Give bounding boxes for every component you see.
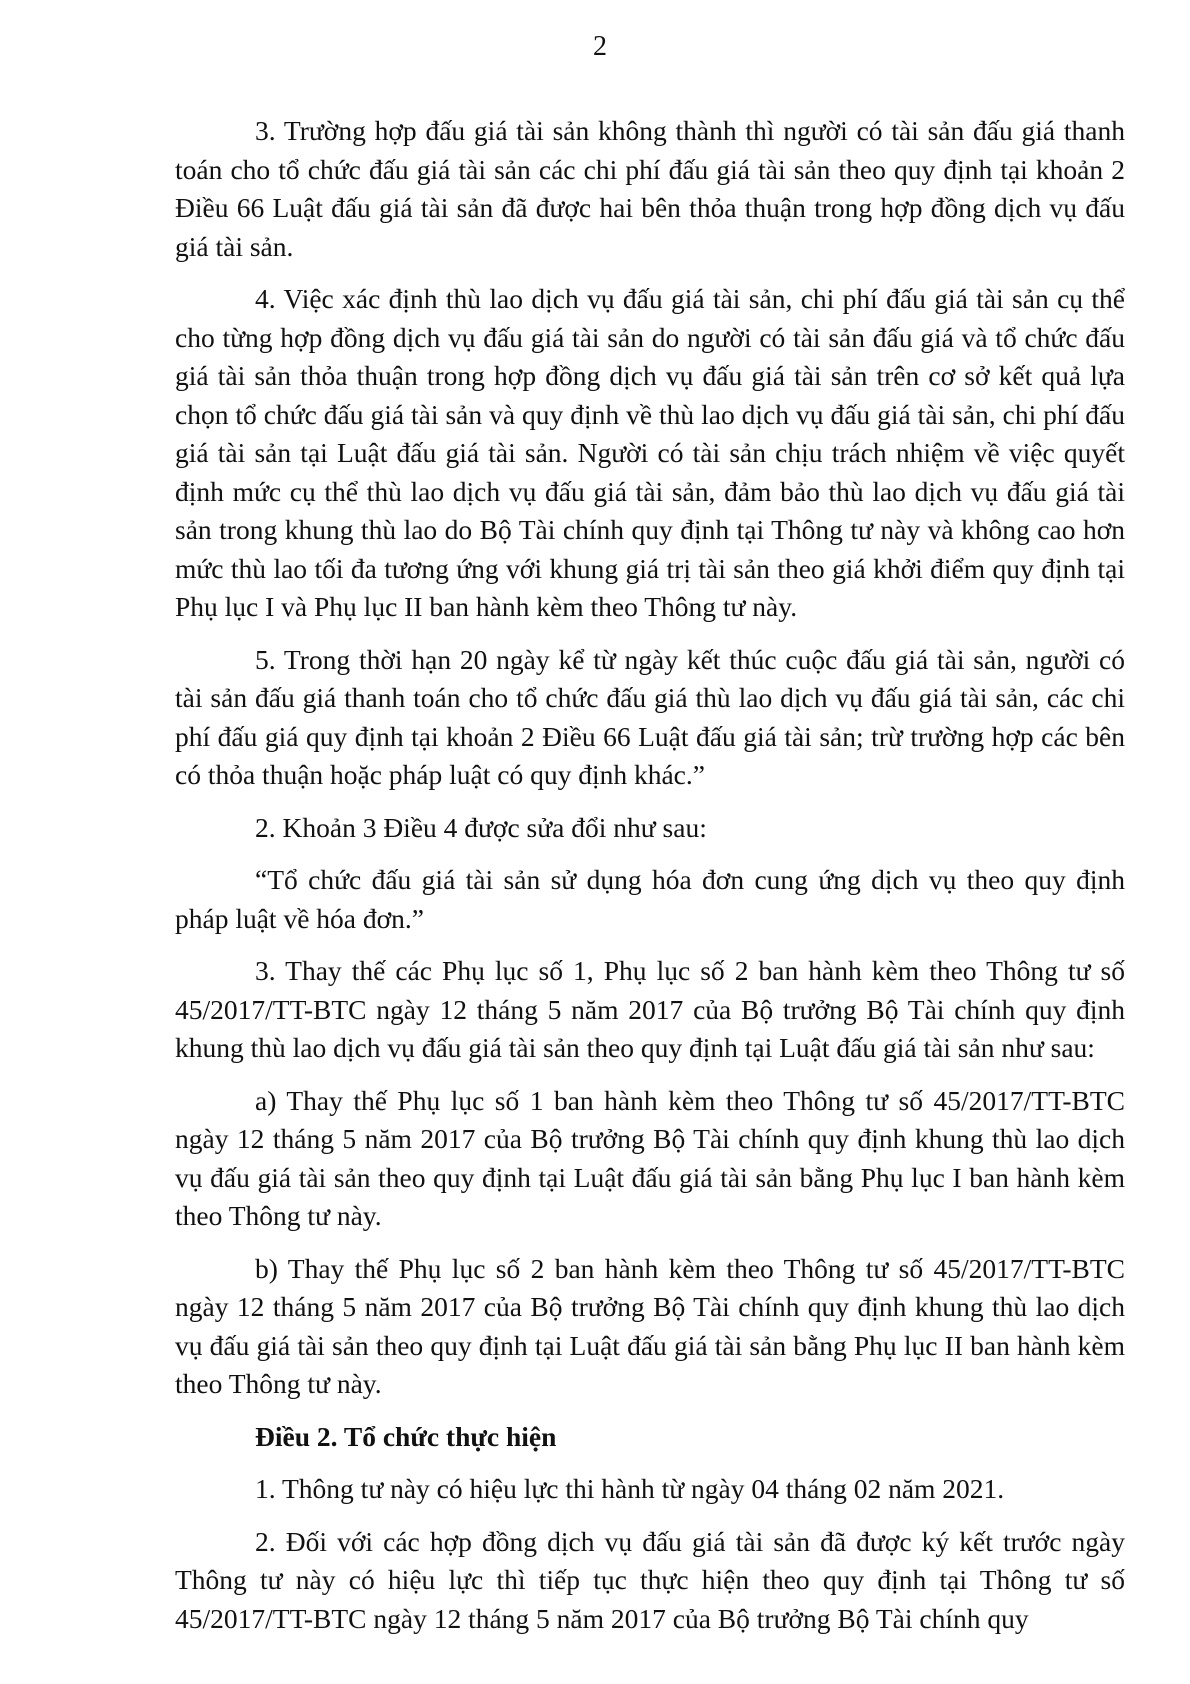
document-page — [175, 30, 1125, 1652]
page-number: 2 — [593, 31, 607, 62]
paragraph: 2. Khoản 3 Điều 4 được sửa đổi như sau: — [255, 811, 707, 843]
paragraph: “Tổ chức đấu giá tài sản sử dụng hóa đơn cung ứng dịch vụ theo quy định pháp luật về hóa đơn.” — [175, 864, 1125, 934]
paragraph: 3. Trường hợp đấu giá tài sản không thành thì người có tài sản đấu giá thanh toán cho tổ chức đấu giá tài sản các chi phí đấu giá tài sản theo quy định tại khoản 2 Điều 66 Luật đấu giá tài sản đã được hai bên thỏa thuận trong hợp đồng dịch vụ đấu giá tài sản. — [175, 115, 1125, 262]
paragraph: 1. Thông tư này có hiệu lực thi hành từ ngày 04 tháng 02 năm 2021. — [255, 1473, 1005, 1504]
paragraph: 5. Trong thời hạn 20 ngày kể từ ngày kết thúc cuộc đấu giá tài sản, người có tài sản đấu giá thanh toán cho tổ chức đấu giá thù lao dịch vụ đấu giá tài sản, các chi phí đấu giá quy định tại khoản 2 Điều 66 Luật đấu giá tài sản; trừ trường hợp các bên có thỏa thuận hoặc pháp luật có quy định khác.” — [175, 643, 1125, 790]
paragraph: a) Thay thế Phụ lục số 1 ban hành kèm theo Thông tư số 45/2017/TT-BTC ngày 12 tháng 5 năm 2017 của Bộ trưởng Bộ Tài chính quy định khung thù lao dịch vụ đấu giá tài sản theo quy định tại Luật đấu giá tài sản bằng Phụ lục I ban hành kèm theo Thông tư này. — [175, 1084, 1125, 1231]
paragraph: 4. Việc xác định thù lao dịch vụ đấu giá tài sản, chi phí đấu giá tài sản cụ thể cho từng hợp đồng dịch vụ đấu giá tài sản do người có tài sản đấu giá và tổ chức đấu giá tài sản thỏa thuận trong hợp đồng dịch vụ đấu giá tài sản trên cơ sở kết quả lựa chọn tổ chức đấu giá tài sản và quy định về thù lao dịch vụ đấu giá tài sản, chi phí đấu giá tài sản tại Luật đấu giá tài sản. Người có tài sản chịu trách nhiệm về việc quyết định mức cụ thể thù lao dịch vụ đấu giá tài sản, đảm bảo thù lao dịch vụ đấu giá tài sản trong khung thù lao do Bộ Tài chính quy định tại Thông tư này và không cao hơn mức thù lao tối đa tương ứng với khung giá trị tài sản theo giá khởi điểm quy định tại Phụ lục I và Phụ lục II ban hành kèm theo Thông tư này. — [175, 283, 1125, 622]
paragraph: 3. Thay thế các Phụ lục số 1, Phụ lục số 2 ban hành kèm theo Thông tư số 45/2017/TT-BTC ngày 12 tháng 5 năm 2017 của Bộ trưởng Bộ Tài chính quy định khung thù lao dịch vụ đấu giá tài sản theo quy định tại Luật đấu giá tài sản như sau: — [175, 955, 1125, 1063]
paragraph: 2. Đối với các hợp đồng dịch vụ đấu giá tài sản đã được ký kết trước ngày Thông tư này có hiệu lực thì tiếp tục thực hiện theo quy định tại Thông tư số 45/2017/TT-BTC ngày 12 tháng 5 năm 2017 của Bộ trưởng Bộ Tài chính quy — [175, 1525, 1125, 1634]
paragraph: b) Thay thế Phụ lục số 2 ban hành kèm theo Thông tư số 45/2017/TT-BTC ngày 12 tháng 5 năm 2017 của Bộ trưởng Bộ Tài chính quy định khung thù lao dịch vụ đấu giá tài sản theo quy định tại Luật đấu giá tài sản bằng Phụ lục II ban hành kèm theo Thông tư này. — [175, 1252, 1125, 1399]
section-heading: Điều 2. Tổ chức thực hiện — [255, 1420, 557, 1452]
